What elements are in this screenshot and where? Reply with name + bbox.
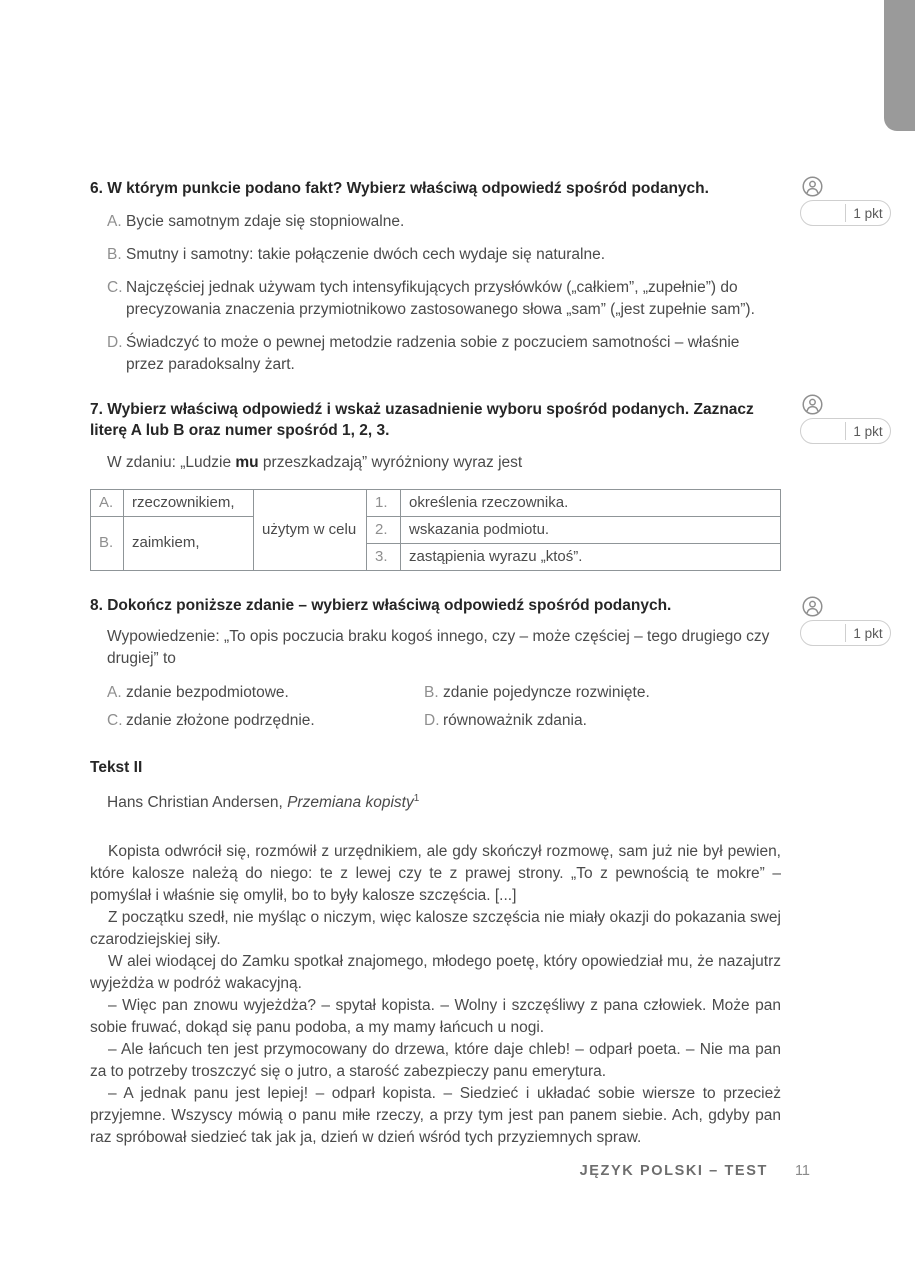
question-8-option-c	[107, 710, 424, 732]
author-name: Hans Christian Andersen,	[107, 794, 288, 812]
corner-tab	[884, 0, 915, 131]
option-letter: B.	[424, 684, 439, 701]
reason-text-cell: określenia rzeczownika.	[401, 489, 781, 516]
row-letter-cell: A.	[91, 489, 124, 516]
score-blank-field	[801, 419, 845, 443]
option-text: Najczęściej jednak używam tych intensyfikujących przysłówków („całkiem”, „zupełnie”) do precyzowania znaczenia przymiotnikowo zastosowanego słowa „sam” („jest zupełnie sam”).	[126, 278, 755, 318]
reason-text-cell: zastąpienia wyrazu „ktoś”.	[401, 543, 781, 570]
passage-paragraph: – Więc pan znowu wyjeżdża? – spytał kopista. – Wolny i szczęśliwy z pana człowiek. Może pan sobie fruwać, dokąd się panu podoba, a my mamy łańcuch u nogi.	[90, 997, 781, 1037]
points-label: 1 pkt	[845, 204, 890, 222]
reason-number-cell: 2.	[367, 516, 401, 543]
person-icon	[802, 596, 823, 617]
intro-bold-word: mu	[235, 453, 259, 471]
row-word-cell: zaimkiem,	[124, 516, 254, 570]
intro-prefix: W zdaniu: „Ludzie	[107, 453, 236, 471]
option-letter: D.	[107, 333, 123, 351]
page-number: 11	[794, 1163, 810, 1179]
footer-section-title: JĘZYK POLSKI – TEST	[579, 1163, 768, 1179]
reason-number-cell: 3.	[367, 543, 401, 570]
reason-number-cell: 1.	[367, 489, 401, 516]
question-8-option-a	[107, 682, 424, 704]
question-8-heading: 8. Dokończ poniższe zdanie – wybierz właściwą odpowiedź spośród podanych.	[90, 596, 672, 614]
option-text: Świadczyć to może o pewnej metodzie radzenia sobie z poczuciem samotności – właśnie przez paradoksalny żart.	[126, 333, 740, 373]
content-column	[90, 0, 781, 1149]
option-text: zdanie pojedyncze rozwinięte.	[443, 684, 650, 701]
question-8-option-d	[424, 710, 781, 732]
row-word-cell: rzeczownikiem,	[124, 489, 254, 516]
option-text: Bycie samotnym zdaje się stopniowalne.	[126, 212, 405, 230]
option-text: równoważnik zdania.	[443, 712, 587, 729]
option-letter: A.	[107, 212, 122, 230]
question-6-option-d	[107, 332, 781, 376]
points-label: 1 pkt	[845, 624, 890, 642]
option-letter: D.	[424, 712, 440, 729]
score-marker-q6	[800, 176, 891, 226]
option-text: zdanie bezpodmiotowe.	[126, 684, 289, 701]
question-8-option-b	[424, 682, 781, 704]
table-row	[91, 516, 781, 543]
score-box	[800, 620, 891, 646]
person-icon	[802, 176, 823, 197]
score-marker-q7	[800, 394, 891, 444]
table-row	[91, 489, 781, 516]
option-letter: B.	[107, 245, 122, 263]
score-blank-field	[801, 201, 845, 225]
question-6-option-c	[107, 277, 781, 321]
row-letter-cell: B.	[91, 516, 124, 570]
score-blank-field	[801, 621, 845, 645]
score-box	[800, 200, 891, 226]
question-7-heading: 7. Wybierz właściwą odpowiedź i wskaż uzasadnienie wyboru spośród podanych. Zaznacz literę A lub B oraz numer spośród 1, 2, 3.	[90, 400, 754, 439]
question-6-option-b	[107, 244, 781, 266]
footnote-mark: 1	[413, 793, 420, 804]
question-8-intro: Wypowiedzenie: „To opis poczucia braku kogoś innego, czy – może częściej – tego drugiego czy drugiej” to	[107, 628, 770, 667]
score-marker-q8	[800, 596, 891, 646]
work-title: Przemiana kopisty	[287, 794, 414, 812]
option-text: zdanie złożone podrzędnie.	[126, 712, 315, 729]
question-6-option-a	[107, 211, 781, 233]
score-box	[800, 418, 891, 444]
text-2-label: Tekst II	[90, 759, 143, 776]
option-letter: C.	[107, 712, 123, 729]
text-2-passage	[90, 841, 781, 1149]
question-6-options	[90, 211, 781, 376]
passage-paragraph: W alei wiodącej do Zamku spotkał znajomego, młodego poetę, który opowiedział mu, że nazajutrz wyjeżdża w podróż wakacyjną.	[90, 953, 781, 993]
passage-paragraph: – A jednak panu jest lepiej! – odparł kopista. – Siedzieć i układać sobie wiersze to przecież przyjemne. Wszyscy mówią o panu miłe rzeczy, a przy tym jest pan panem siebie. Ach, gdyby pan raz spróbował siedzieć tak jak ja, dzień w dzień wśród tych przyziemnych spraw.	[90, 1085, 781, 1147]
middle-cell: użytym w celu	[254, 489, 367, 570]
reason-text-cell: wskazania podmiotu.	[401, 516, 781, 543]
intro-suffix: przeszkadzają” wyróżniony wyraz jest	[258, 453, 523, 471]
page-footer	[90, 1163, 810, 1179]
option-text: Smutny i samotny: takie połączenie dwóch cech wydaje się naturalne.	[126, 245, 606, 263]
passage-paragraph: Z początku szedł, nie myśląc o niczym, więc kalosze szczęścia nie miały okazji do pokazania swej czarodziejskiej siły.	[90, 909, 781, 949]
question-7-answer-table	[90, 489, 781, 571]
option-letter: C.	[107, 278, 123, 296]
passage-paragraph: – Ale łańcuch ten jest przymocowany do drzewa, które daje chleb! – odparł poeta. – Nie ma pan za to potrzeby troszczyć się o jutro, a starość zabezpieczy panu emerytura.	[90, 1041, 781, 1081]
points-label: 1 pkt	[845, 422, 890, 440]
question-6-heading: 6. W którym punkcie podano fakt? Wybierz właściwą odpowiedź spośród podanych.	[90, 180, 709, 197]
text-2-source-line	[107, 788, 781, 814]
question-8-options	[107, 682, 781, 732]
question-7-intro	[107, 452, 781, 474]
option-letter: A.	[107, 684, 122, 701]
person-icon	[802, 394, 823, 415]
passage-paragraph: Kopista odwrócił się, rozmówił z urzędnikiem, ale gdy skończył rozmowę, sam już nie był pewien, które kalosze należą do niego: te z lewej czy te z prawej strony. „To z pewnością te mokre” – pomyślał i właśnie się omylił, bo to były kalosze szczęścia. [...]	[90, 843, 781, 905]
